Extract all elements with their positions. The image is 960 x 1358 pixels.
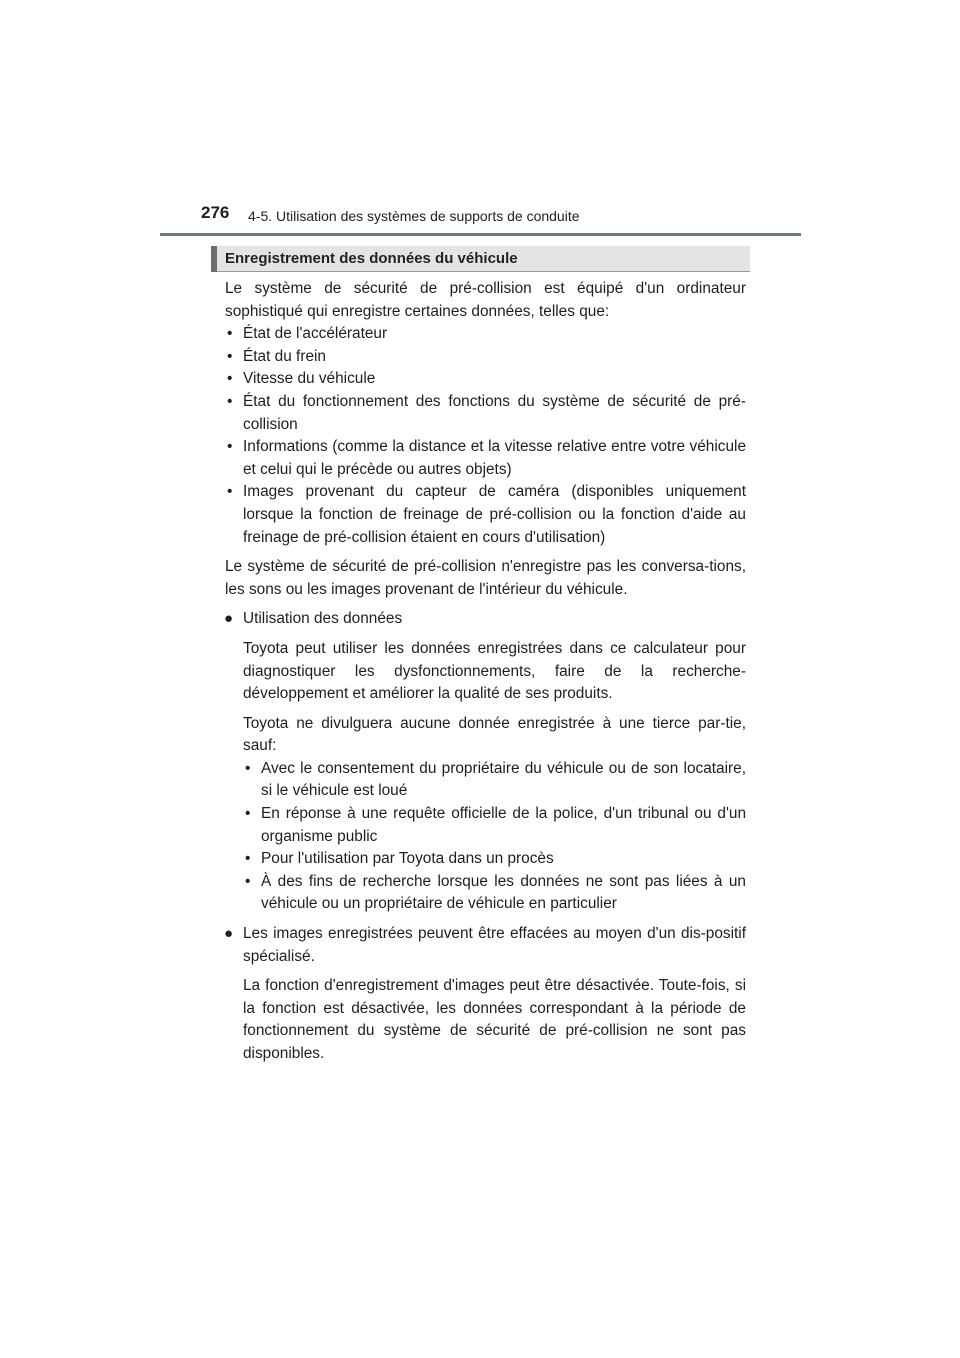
bullet: • (227, 370, 233, 388)
exception-item: • En réponse à une requête officielle de la police, d'un tribunal ou d'un organisme public (245, 805, 746, 845)
data-item: • Images provenant du capteur de caméra (disponibles uniquement lorsque la fonction de freinage de pré-collision ou la fonction d'aide au freinage de pré-collision étaient en cours d'utilisation) (227, 483, 746, 546)
chapter-title: 4-5. Utilisation des systèmes de supports de conduite (248, 208, 580, 224)
data-item: • Informations (comme la distance et la vitesse relative entre votre véhicule et celui qui le précède ou autres objets) (227, 438, 746, 478)
exception-item: • À des fins de recherche lorsque les données ne sont pas liées à un véhicule ou un propriétaire de véhicule en particulier (245, 872, 746, 913)
bullet: • (227, 325, 233, 343)
data-item: • Vitesse du véhicule (225, 368, 746, 391)
exception-item: • Pour l'utilisation par Toyota dans un procès (225, 848, 746, 871)
section-heading (211, 246, 750, 272)
bullet: • (245, 759, 251, 777)
bullet: • (227, 347, 233, 365)
bullet: • (227, 483, 233, 501)
circle-bullet-icon: ● (224, 610, 234, 628)
section-heading-label: Enregistrement des données du véhicule (225, 250, 518, 267)
page-number: 276 (201, 203, 230, 222)
exception-item: • Avec le consentement du propriétaire du véhicule ou de son locataire, si le véhicule est loué (245, 759, 746, 800)
header-rule (160, 233, 801, 236)
usage-paragraph-2: Toyota ne divulguera aucune donnée enregistrée à une tierce par-tie, sauf: (243, 714, 746, 755)
bullet: • (227, 438, 233, 456)
no-record-note: Le système de sécurité de pré-collision n'enregistre pas les conversa-tions, les sons ou les images provenant de l'intérieur du véhicule. (225, 558, 746, 598)
images-note-heading: ● Les images enregistrées peuvent être effacées au moyen d'un dis-positif spécialisé. (224, 925, 746, 965)
section-heading-bar (211, 246, 217, 272)
data-item: • État du frein (225, 346, 746, 369)
images-note-paragraph: La fonction d'enregistrement d'images peut être désactivée. Toute-fois, si la fonction est désactivée, les données correspondant à la période de fonctionnement du système de sécurité de pré-collision ne sont pas disponibles. (243, 977, 746, 1062)
data-item: • État du fonctionnement des fonctions du système de sécurité de pré-collision (227, 392, 746, 433)
usage-heading: ● Utilisation des données (225, 608, 746, 631)
bullet: • (245, 872, 251, 890)
data-item: • État de l'accélérateur (225, 323, 746, 346)
bullet: • (227, 392, 233, 410)
body-text (225, 278, 746, 1066)
circle-bullet-icon: ● (224, 925, 234, 943)
usage-paragraph-1: Toyota peut utiliser les données enregistrées dans ce calculateur pour diagnostiquer les dysfonctionnements, faire de la recherche-développement et améliorer la qualité de ses produits. (243, 639, 746, 703)
bullet: • (245, 805, 251, 823)
intro-paragraph: Le système de sécurité de pré-collision est équipé d'un ordinateur sophistiqué qui enregistre certaines données, telles que: (225, 280, 746, 320)
bullet: • (245, 850, 251, 868)
